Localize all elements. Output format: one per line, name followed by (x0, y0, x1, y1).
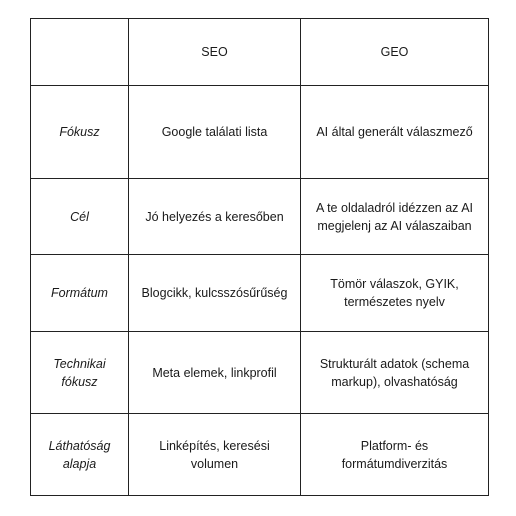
table-row (31, 179, 489, 255)
row-label-cel: Cél (31, 179, 129, 255)
row-label-formatum: Formátum (31, 255, 129, 332)
cell-geo: AI által generált válaszmező (301, 86, 489, 179)
cell-geo: Tömör válaszok, GYIK, természetes nyelv (301, 255, 489, 332)
row-label-technikai-fokusz: Technikai fókusz (31, 332, 129, 414)
header-geo: GEO (301, 19, 489, 86)
cell-seo: Linképítés, keresési volumen (129, 414, 301, 496)
header-empty-cell (31, 19, 129, 86)
cell-seo: Meta elemek, linkprofil (129, 332, 301, 414)
seo-geo-comparison-table (30, 18, 489, 496)
cell-seo: Google találati lista (129, 86, 301, 179)
table-row (31, 414, 489, 496)
table-header-row (31, 19, 489, 86)
row-label-lathatosag-alapja: Láthatóság alapja (31, 414, 129, 496)
table-row (31, 86, 489, 179)
cell-geo: Strukturált adatok (schema markup), olvashatóság (301, 332, 489, 414)
table-row (31, 332, 489, 414)
header-seo: SEO (129, 19, 301, 86)
table-row (31, 255, 489, 332)
cell-seo: Jó helyezés a keresőben (129, 179, 301, 255)
row-label-fokusz: Fókusz (31, 86, 129, 179)
cell-seo: Blogcikk, kulcsszósűrűség (129, 255, 301, 332)
cell-geo: Platform- és formátumdiverzitás (301, 414, 489, 496)
cell-geo: A te oldaladról idézzen az AI megjelenj az AI válaszaiban (301, 179, 489, 255)
